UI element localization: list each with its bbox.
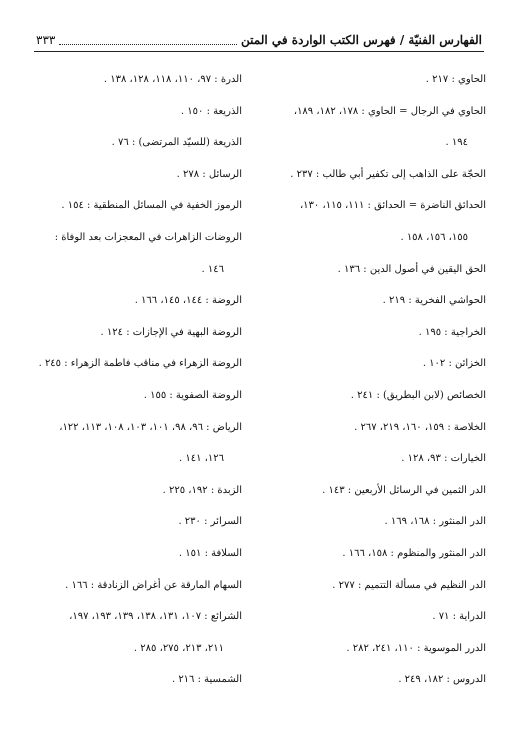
index-entry: الرموز الخفية في المسائل المنطقية : ١٥٤ . [61,200,242,212]
index-entry: الدروس : ١٨٢، ٢٤٩ . [398,674,486,686]
index-entry: الدر النظيم في مسألة التتميم : ٢٧٧ . [332,579,486,591]
page-number: ٣٣٣ [36,33,56,47]
index-entry-continuation: ١٩٤ . [445,137,468,149]
index-entry: الذريعة (للسيّد المرتضى) : ٧٦ . [111,137,242,149]
index-entry: الدر المنثور : ١٦٨، ١٦٩ . [384,516,486,528]
index-entry-continuation: ٢١١، ٢١٣، ٢٧٥، ٢٨٥ . [133,642,224,654]
index-entry: الدر المنثور والمنظوم : ١٥٨، ١٦٦ . [342,547,486,559]
index-entry: الخيارات : ٩٣، ١٢٨ . [401,453,486,465]
index-entry-continuation: ١٥٥، ١٥٦، ١٥٨ . [400,231,468,243]
index-entry: الدر الثمين في الرسائل الأربعين : ١٤٣ . [322,484,486,496]
index-entry: الحاوي في الرجال = الحاوي : ١٧٨، ١٨٢، ١٨٩، [293,105,486,117]
index-entry: الخلاصة : ١٥٩، ١٦٠، ٢١٩، ٢٦٧ . [354,421,486,433]
header-rule [34,51,484,52]
index-entry: الخراجية : ١٩٥ . [418,326,486,338]
index-entry: الحدائق الناضرة = الحدائق : ١١١، ١١٥، ١٣٠، [299,200,486,212]
index-entry: الحق اليقين في أصول الدين : ١٣٦ . [337,263,486,275]
index-entry: الخصائص (لابن البطريق) : ٢٤١ . [350,389,486,401]
header-dot-leader [59,36,237,45]
index-column-left [10,72,242,704]
index-entry: الروضات الزاهرات في المعجزات بعد الوفاة : [54,231,242,243]
index-entry: الحواشي الفخرية : ٢١٩ . [382,295,486,307]
index-entry: السرائر : ٢٣٠ . [178,516,242,528]
index-entry: الرسائل : ٢٧٨ . [176,168,242,180]
index-entry-continuation: ١٢٦، ١٤١ . [178,453,224,465]
index-entry: الروضة : ١٤٤، ١٤٥، ١٦٦ . [134,295,242,307]
index-entry: الدرر الموسوية : ١١٠، ٢٤١، ٢٨٢ . [346,642,486,654]
index-entry: الزبدة : ١٩٢، ٢٢٥ . [162,484,242,496]
index-entry: السهام المارقة عن أغراض الزنادقة : ١٦٦ . [65,579,242,591]
index-entry: الروضة البهية في الإجازات : ١٢٤ . [100,326,242,338]
index-entry: الحجّة على الذاهب إلى تكفير أبي طالب : ٢٣٧ . [290,168,486,180]
index-entry: الدراية : ٧١ . [432,611,486,623]
index-entry: الدرة : ٩٧، ١١٠، ١١٨، ١٢٨، ١٣٨ . [103,74,242,85]
index-entry: الخزائن : ١٠٢ . [422,358,486,370]
index-entry: الذريعة : ١٥٠ . [180,105,242,117]
index-entry: الروضة الصفوية : ١٥٥ . [143,389,242,401]
index-entry: الحاوي : ٢١٧ . [425,74,486,85]
header-title: الفهارس الفنيّة / فهرس الكتب الواردة في المتن [241,33,482,47]
index-entry: الروضة الزهراء في مناقب فاطمة الزهراء : ٢٤٥ . [38,358,242,370]
index-column-right [268,72,486,704]
index-entry: الرياض : ٩٦، ٩٨، ١٠١، ١٠٣، ١٠٨، ١١٣، ١٢٢، [59,421,242,433]
index-entry: السلافة : ١٥١ . [178,547,242,559]
page-header [36,30,482,50]
index-entry: الشمسية : ٢١٦ . [171,674,242,686]
index-entry-continuation: ١٤٦ . [201,263,224,275]
index-entry: الشرائع : ١٠٧، ١٣١، ١٣٨، ١٣٩، ١٩٣، ١٩٧، [69,611,242,623]
